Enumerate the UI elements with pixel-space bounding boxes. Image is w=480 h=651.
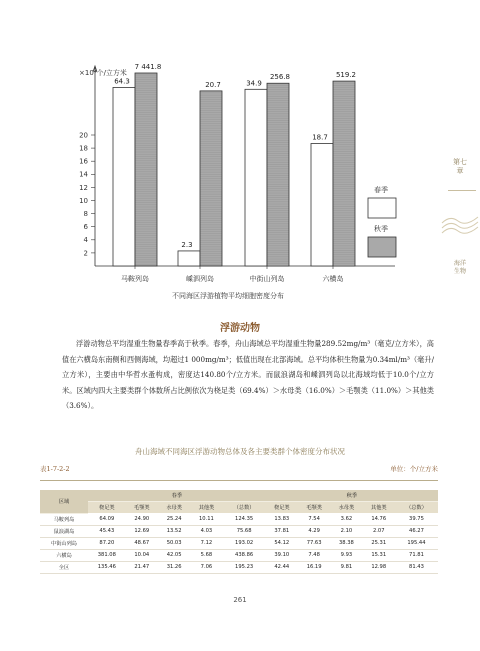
sub-header: 桡足类 (88, 502, 126, 514)
bar-value-label: 20.7 (205, 80, 221, 89)
value-cell: 48.67 (126, 537, 158, 549)
value-cell: 25.24 (158, 513, 190, 525)
table-unit: 单位：个/立方米 (390, 465, 438, 473)
value-cell: 39.75 (395, 513, 438, 525)
wave-ornament-icon (440, 205, 480, 245)
bar-spring (178, 251, 200, 266)
sub-header: 桡足类 (266, 502, 298, 514)
region-cell: 全区 (40, 561, 88, 573)
category-label: 中街山列岛 (249, 275, 285, 283)
region-cell: 马鞍列岛 (40, 513, 88, 525)
value-cell: 37.81 (266, 525, 298, 537)
table-body (40, 513, 438, 573)
value-cell: 54.12 (266, 537, 298, 549)
value-cell: 77.63 (298, 537, 330, 549)
bar-value-label: 7 441.8 (134, 63, 162, 72)
density-table (40, 490, 438, 574)
section-title: 浮游动物 (220, 323, 260, 334)
chapter-label: 第七章 (453, 158, 467, 175)
y-tick-label: 8 (83, 210, 88, 218)
table-id: 表1-7-2-2 (40, 465, 70, 473)
value-cell: 42.05 (158, 549, 190, 561)
section-body (62, 336, 434, 414)
y-tick-label: 10 (79, 196, 88, 205)
value-cell: 64.09 (88, 513, 126, 525)
value-cell: 21.47 (126, 561, 158, 573)
table-row (40, 525, 438, 537)
value-cell: 50.03 (158, 537, 190, 549)
value-cell: 5.68 (190, 549, 222, 561)
sub-header: 其他类 (363, 502, 395, 514)
density-bar-chart (0, 0, 480, 310)
table-title: 舟山海域不同海区浮游动物总体及各主要类群个体密度分布状况 (135, 447, 345, 456)
bar-value-label: 34.9 (246, 79, 262, 88)
value-cell: 7.54 (298, 513, 330, 525)
value-cell: 39.10 (266, 549, 298, 561)
season-header-autumn: 秋季 (266, 490, 438, 502)
value-cell: 31.26 (158, 561, 190, 573)
value-cell: 75.68 (223, 525, 266, 537)
category-label: 马鞍列岛 (121, 275, 149, 283)
value-cell: 12.98 (363, 561, 395, 573)
value-cell: 4.29 (298, 525, 330, 537)
bar-spring (113, 87, 135, 266)
value-cell: 7.06 (190, 561, 222, 573)
value-cell: 13.52 (158, 525, 190, 537)
bar-value-label: 18.7 (312, 133, 328, 142)
value-cell: 45.43 (88, 525, 126, 537)
value-cell: 38.38 (330, 537, 362, 549)
value-cell: 195.44 (395, 537, 438, 549)
value-cell: 381.08 (88, 549, 126, 561)
value-cell: 15.31 (363, 549, 395, 561)
value-cell: 10.04 (126, 549, 158, 561)
bar-autumn (267, 83, 289, 266)
value-cell: 7.12 (190, 537, 222, 549)
table-top-rule (40, 480, 438, 481)
bar-value-label: 519.2 (335, 71, 357, 80)
bar-spring (311, 144, 333, 266)
y-tick-label: 6 (83, 223, 88, 232)
chapter-divider (448, 190, 476, 191)
sub-header: 其他类 (190, 502, 222, 514)
value-cell: 9.93 (330, 549, 362, 561)
value-cell: 2.07 (363, 525, 395, 537)
value-cell: 16.19 (298, 561, 330, 573)
value-cell: 195.23 (223, 561, 266, 573)
value-cell: 4.03 (190, 525, 222, 537)
value-cell: 71.81 (395, 549, 438, 561)
value-cell: 24.90 (126, 513, 158, 525)
value-cell: 42.44 (266, 561, 298, 573)
region-header: 区域 (40, 490, 88, 513)
sub-header: 毛颚类 (126, 502, 158, 514)
value-cell: 9.81 (330, 561, 362, 573)
value-cell: 135.46 (88, 561, 126, 573)
y-tick-label: 16 (79, 157, 88, 166)
legend-swatch-autumn (368, 237, 396, 257)
value-cell: 12.69 (126, 525, 158, 537)
body-paragraph: 浮游动物总平均湿重生物量春季高于秋季。春季，舟山海域总平均湿重生物量289.52mg/m³（毫克/立方米），高值在六横岛东南侧和西侧海域，均超过1 000mg/m³；低值出现在北部海域。总平均体积生物量为0.34ml/m³（毫升/立方米），主要由中华哲水蚤构成，密度达140.80个/立方米。而鼠浪湖岛和嵊泗列岛以北海域均低于10.0个/立方米。区域内四大主要类群个体数所占比例依次为桡足类（69.4%）＞水母类（16.0%）＞毛颚类（11.0%）＞其他类（3.6%）。 (62, 339, 434, 410)
table-row (40, 537, 438, 549)
legend-label-spring: 春季 (374, 186, 388, 194)
value-cell: 87.20 (88, 537, 126, 549)
bar-spring (245, 89, 267, 266)
value-cell: 10.11 (190, 513, 222, 525)
value-cell: 193.02 (223, 537, 266, 549)
y-tick-label: 4 (83, 236, 88, 245)
value-cell: 7.48 (298, 549, 330, 561)
value-cell: 3.62 (330, 513, 362, 525)
chapter-subtitle: 海洋生物 (453, 260, 466, 275)
value-cell: 46.27 (395, 525, 438, 537)
y-tick-label: 12 (79, 183, 88, 192)
sub-header: （总数） (223, 502, 266, 514)
y-tick-label: 2 (83, 249, 88, 258)
region-cell: 六横岛 (40, 549, 88, 561)
category-label: 六横岛 (322, 275, 344, 283)
sub-header: （总数） (395, 502, 438, 514)
bar-value-label: 256.8 (269, 73, 291, 82)
season-header-spring: 春季 (88, 490, 266, 502)
y-tick-label: 18 (79, 144, 88, 153)
region-cell: 鼠浪湖岛 (40, 525, 88, 537)
legend-label-autumn: 秋季 (374, 225, 388, 233)
value-cell: 25.31 (363, 537, 395, 549)
y-tick-label: 14 (79, 170, 88, 179)
y-tick-label: 20 (79, 131, 88, 140)
value-cell: 2.10 (330, 525, 362, 537)
sub-header: 毛颚类 (298, 502, 330, 514)
value-cell: 124.35 (223, 513, 266, 525)
table-row (40, 561, 438, 573)
category-label: 嵊泗列岛 (186, 275, 214, 283)
bar-value-label: 64.3 (114, 77, 130, 86)
table-row (40, 513, 438, 525)
value-cell: 81.43 (395, 561, 438, 573)
region-cell: 中街山列岛 (40, 537, 88, 549)
value-cell: 14.76 (363, 513, 395, 525)
sub-header: 水母类 (158, 502, 190, 514)
bar-autumn (333, 81, 355, 266)
bar-value-label: 2.3 (181, 240, 193, 249)
page-number: 261 (233, 596, 247, 604)
chart-caption: 不同海区浮游植物平均细胞密度分布 (172, 292, 284, 300)
legend-swatch-spring (368, 198, 396, 218)
y-unit-label: ×10⁴个/立方米 (79, 69, 127, 77)
table-row (40, 549, 438, 561)
sub-header: 水母类 (330, 502, 362, 514)
value-cell: 438.86 (223, 549, 266, 561)
value-cell: 13.83 (266, 513, 298, 525)
